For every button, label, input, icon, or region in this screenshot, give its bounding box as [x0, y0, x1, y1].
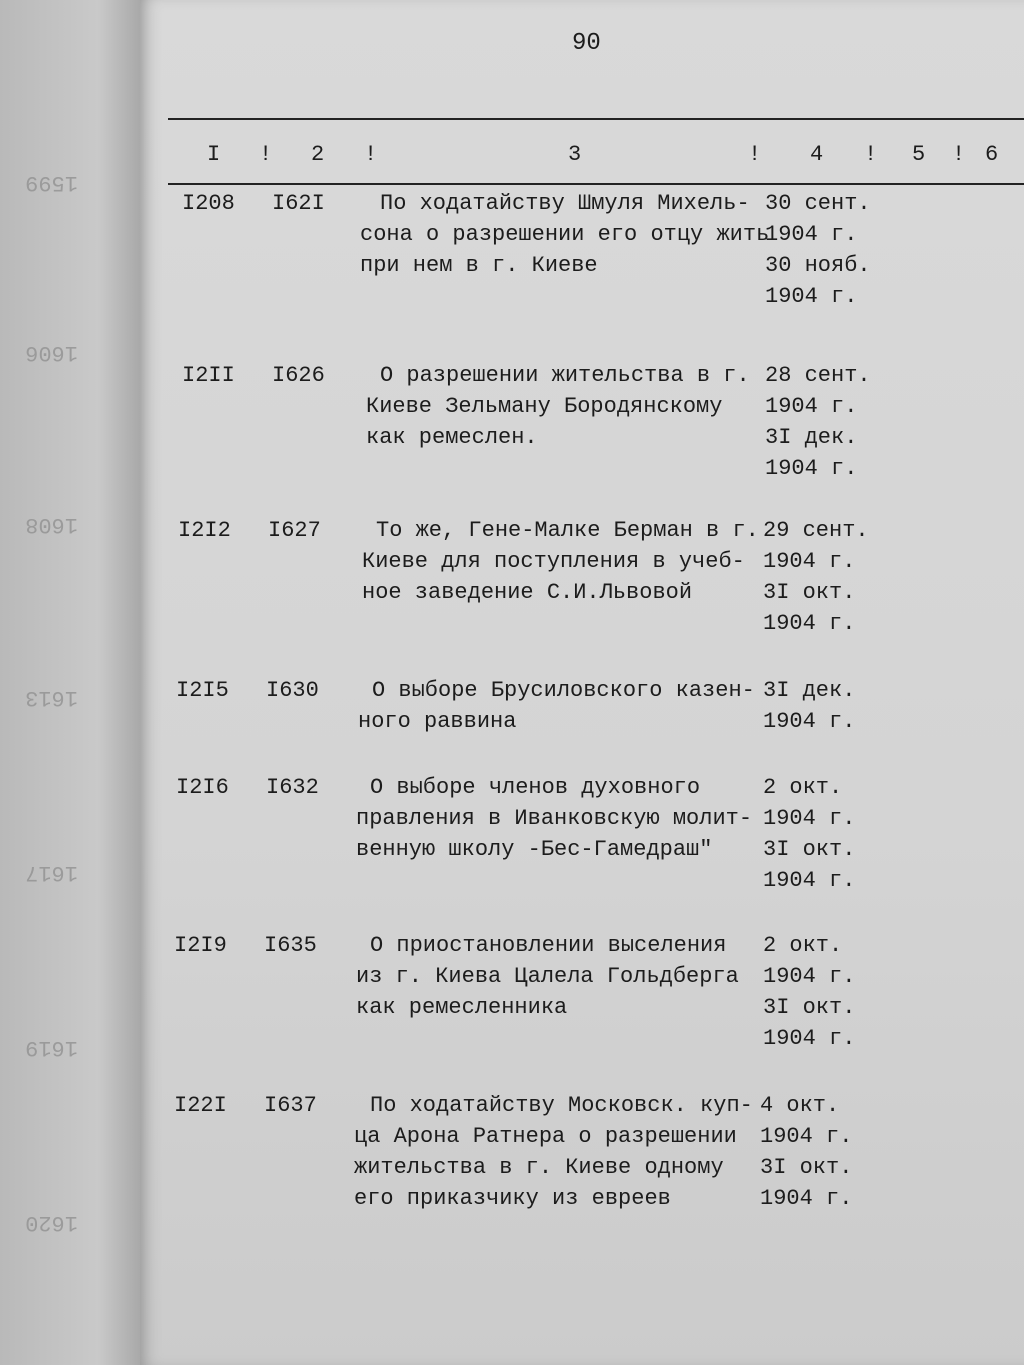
record-dates: 30 сент. 1904 г. 30 нояб. 1904 г. [765, 191, 871, 309]
file-number: I635 [264, 933, 317, 958]
header-sep: ! [952, 142, 966, 167]
header-sep: ! [864, 142, 878, 167]
page-number: 90 [572, 30, 601, 57]
facing-page-number: 1606 [25, 340, 78, 365]
record-number: I22I [174, 1093, 227, 1118]
table-header-bottom-rule [168, 183, 1024, 185]
file-number: I632 [266, 775, 319, 800]
record-description: О выборе Брусиловского казен- ного раввина [358, 678, 755, 734]
header-col-6: 6 [985, 142, 999, 167]
file-number: I630 [266, 678, 319, 703]
record-dates: 4 окт. 1904 г. 3I окт. 1904 г. [760, 1093, 853, 1211]
record-number: I2II [182, 363, 235, 388]
header-sep: ! [364, 142, 378, 167]
record-dates: 2 окт. 1904 г. 3I окт. 1904 г. [763, 775, 856, 893]
record-description: То же, Гене-Малке Берман в г. Киеве для поступления в учеб- ное заведение С.И.Львовой [362, 518, 759, 605]
facing-page-number: 1617 [25, 860, 78, 885]
file-number: I62I [272, 191, 325, 216]
header-col-2: 2 [311, 142, 325, 167]
facing-page-edge [0, 0, 140, 1365]
record-description: По ходатайству Московск. куп- ца Арона Ратнера о разрешении жительства в г. Киеве одному его приказчику из евреев [354, 1093, 753, 1211]
record-number: I2I9 [174, 933, 227, 958]
header-col-4: 4 [810, 142, 824, 167]
facing-page-number: 1620 [25, 1210, 78, 1235]
file-number: I627 [268, 518, 321, 543]
facing-page-number: 1608 [25, 512, 78, 537]
record-description: О разрешении жительства в г. Киеве Зельману Бородянскому как ремеслен. [366, 363, 750, 450]
facing-page-number: 1619 [25, 1035, 78, 1060]
record-number: I2I5 [176, 678, 229, 703]
file-number: I637 [264, 1093, 317, 1118]
record-description: О приостановлении выселения из г. Киева Цалела Гольдберга как ремесленника [356, 933, 739, 1020]
header-col-3: 3 [568, 142, 582, 167]
header-sep: ! [748, 142, 762, 167]
header-sep: ! [259, 142, 273, 167]
header-col-1: I [207, 142, 221, 167]
file-number: I626 [272, 363, 325, 388]
record-description: По ходатайству Шмуля Михель- сона о разрешении его отцу жить при нем в г. Киеве [360, 191, 770, 278]
record-number: I2I6 [176, 775, 229, 800]
facing-page-number: 1599 [25, 170, 78, 195]
record-dates: 29 сент. 1904 г. 3I окт. 1904 г. [763, 518, 869, 636]
record-description: О выборе членов духовного правления в Иванковскую молит- венную школу -Бес-Гамедраш" [356, 775, 753, 862]
record-dates: 2 окт. 1904 г. 3I окт. 1904 г. [763, 933, 856, 1051]
record-dates: 3I дек. 1904 г. [763, 678, 856, 734]
header-col-5: 5 [912, 142, 926, 167]
record-number: I208 [182, 191, 235, 216]
record-dates: 28 сент. 1904 г. 3I дек. 1904 г. [765, 363, 871, 481]
table-header-top-rule [168, 118, 1024, 120]
record-number: I2I2 [178, 518, 231, 543]
facing-page-number: 1613 [25, 685, 78, 710]
